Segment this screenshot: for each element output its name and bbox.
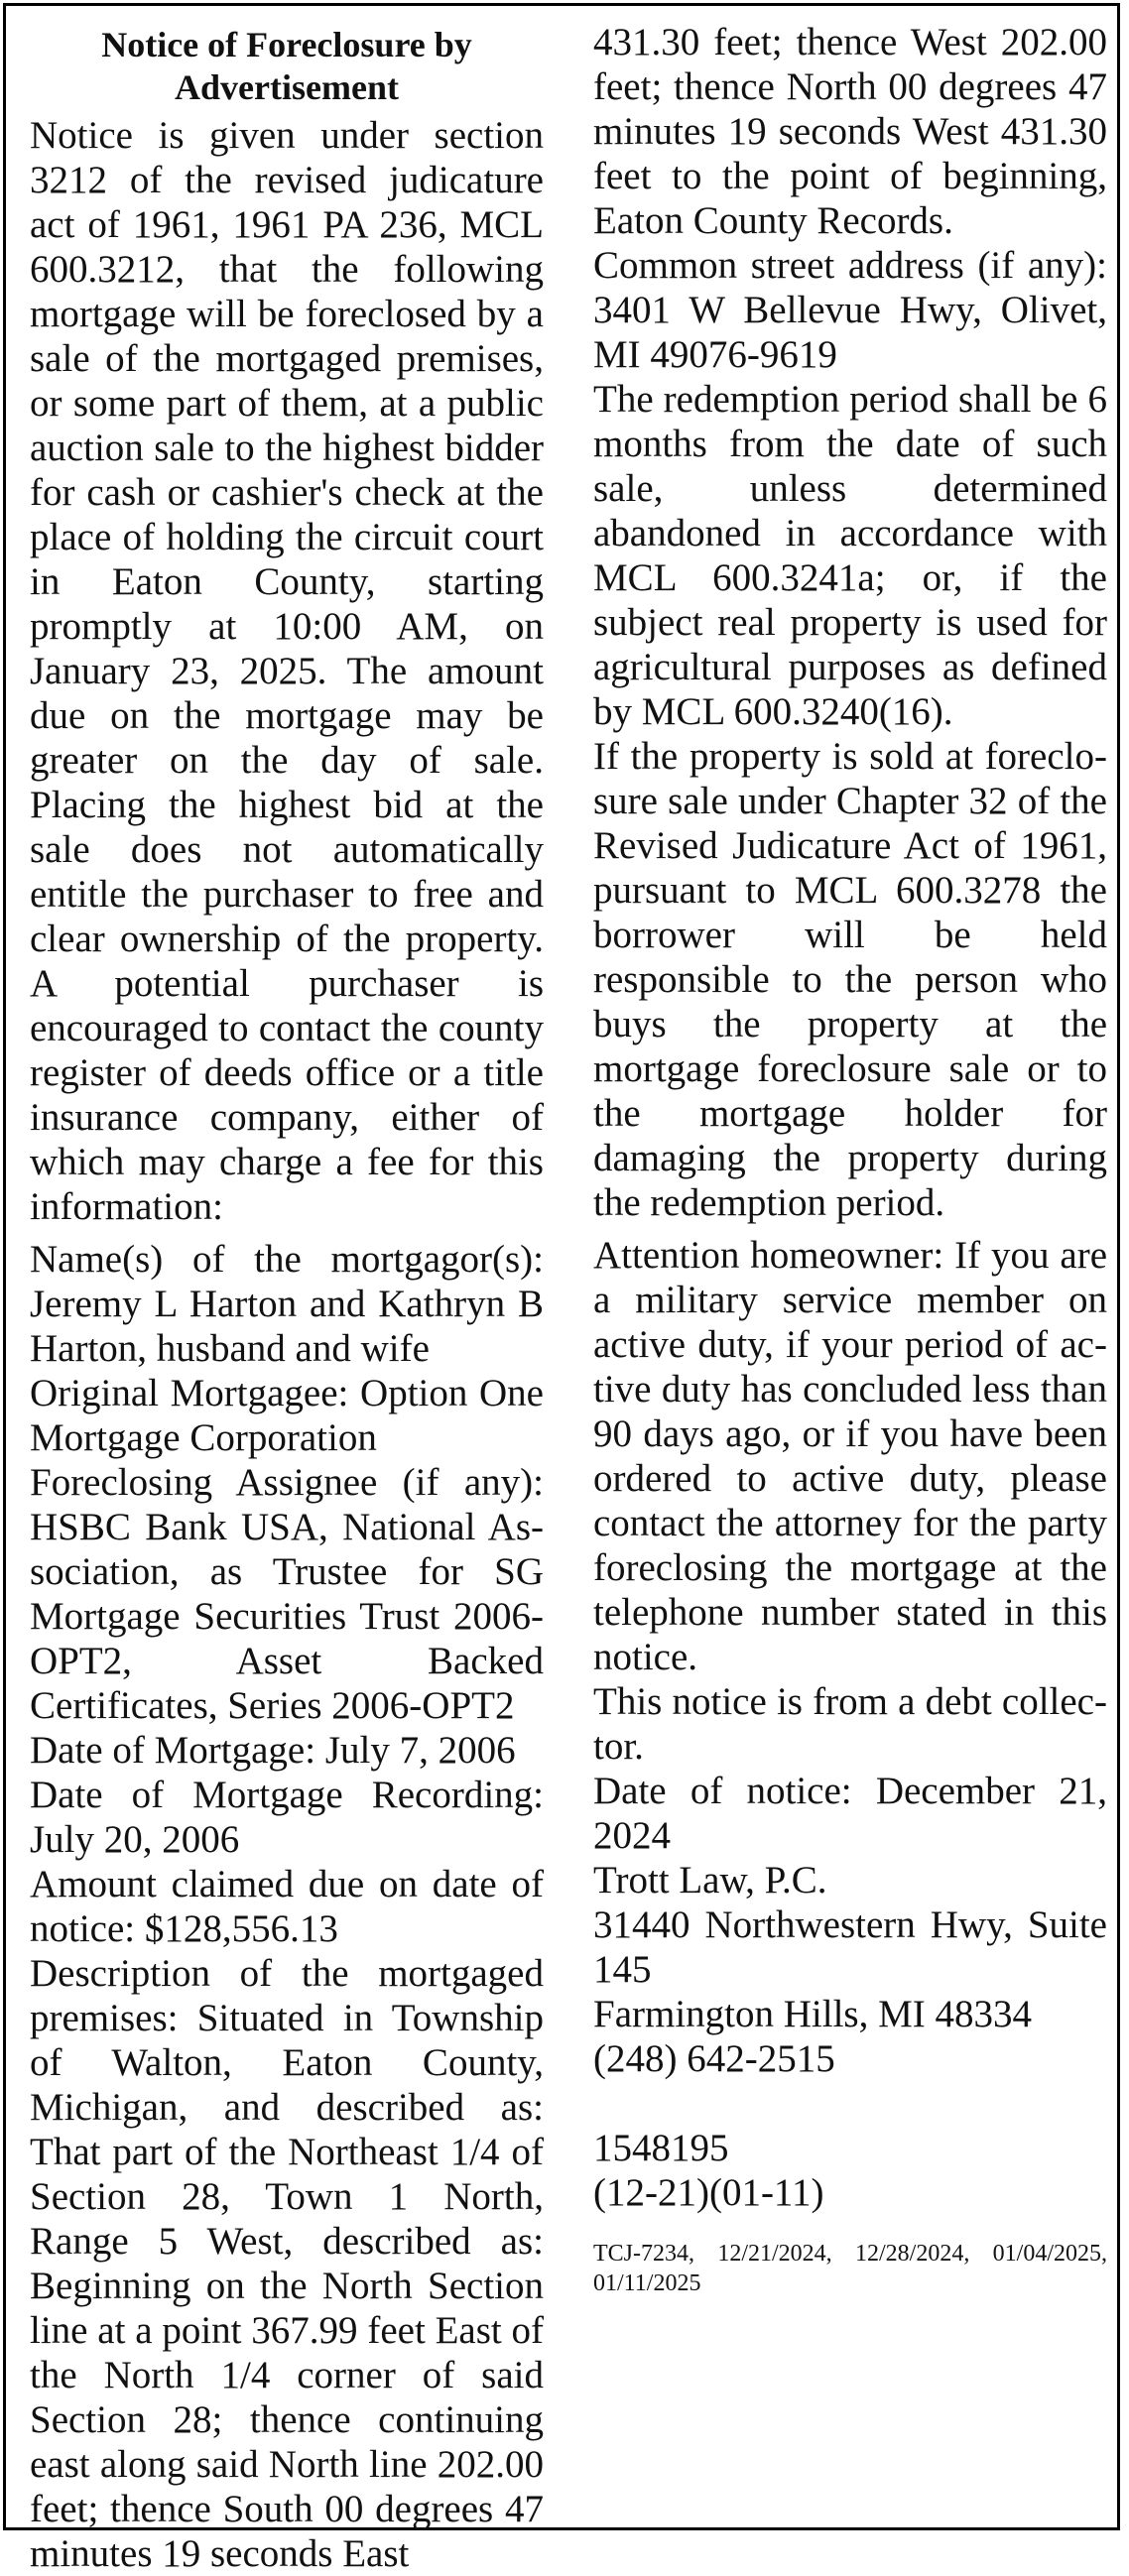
property-sold-paragraph: If the property is sold at foreclosure sale under Chapter 32 of the Revised Judicature Act of 1961, pursuant to MCL 600.3278 the borrower will be held responsible to the person who buys the property at the mortgage foreclosure sale or to the mortgage holder for damaging the property during the redemption period. xyxy=(593,735,1107,1224)
firm-name: Trott Law, P.C. xyxy=(593,1859,827,1901)
date-of-notice: Date of notice: December 21, 2024 xyxy=(593,1770,1107,1857)
intro-paragraph: Notice is given under section 3212 of the revised judicature act of 1961, 1961 PA 236, MCL 600.3212, that the following mortgage will be foreclosed by a sale of the mortgaged premises, or some part of them, at a public auction sale to the highest bidder for cash or cashier's check at the place of holding the circuit court in Eaton County, starting promptly at 10:00 AM, on January 23, 2025. The amount due on the mortgage may be greater on the day of sale. Placing the highest bid at the sale does not automatically entitle the purchaser to free and clear ownership of the property. A potential purchaser is encouraged to contact the county register of deeds office or a title insurance company, either of which may charge a fee for this information: xyxy=(30,114,544,1228)
notice-title: Notice of Foreclosure by Advertisement xyxy=(101,25,472,107)
date-of-mortgage: Date of Mortgage: July 7, 2006 xyxy=(30,1729,516,1772)
publication-reference: TCJ-7234, 12/21/2024, 12/28/2024, 01/04/2025, 01/11/2025 xyxy=(593,2241,1107,2296)
date-of-recording: Date of Mortgage Recording: July 20, 2006 xyxy=(30,1774,544,1861)
redemption-period: The redemption period shall be 6 months from the date of such sale, unless determined abandoned in accordance with MCL 600.3241a; or, if the subject real property is used for agricultural purposes as defined by MCL 600.3240(16). xyxy=(593,378,1107,733)
debt-collector-notice: This notice is from a debt collector. xyxy=(593,1680,1107,1768)
spacer xyxy=(593,2081,1107,2126)
firm-address-line1: 31440 Northwestern Hwy, Suite 145 xyxy=(593,1903,1107,1991)
notice-frame xyxy=(3,3,1120,2575)
foreclosing-assignee: Foreclosing Assignee (if any): HSBC Bank USA, National Association, as Trustee for SG Mortgage Securities Trust 2006-OPT2, Asset Backed Certificates, Series 2006-OPT2 xyxy=(30,1461,544,1727)
left-column xyxy=(30,20,544,2576)
description-continued: 431.30 feet; thence West 202.00 feet; thence North 00 degrees 47 minutes 19 seconds West 431.30 feet to the point of beginning, Eaton County Records. xyxy=(593,21,1107,242)
mortgagors-paragraph: Name(s) of the mortgagor(s): Jeremy L Harton and Kathryn B Harton, husband and wife xyxy=(30,1238,544,1370)
street-address: Common street address (if any): 3401 W Bellevue Hwy, Olivet, MI 49076-9619 xyxy=(593,244,1107,376)
reference-number: 1548195 xyxy=(593,2127,729,2169)
right-column xyxy=(593,20,1107,2322)
firm-address-line2: Farmington Hills, MI 48334 xyxy=(593,1993,1033,2035)
original-mortgagee: Original Mortgagee: Option One Mortgage Corporation xyxy=(30,1372,544,1459)
amount-claimed: Amount claimed due on date of notice: $128,556.13 xyxy=(30,1863,544,1950)
run-dates: (12-21)(01-11) xyxy=(593,2171,824,2214)
firm-phone: (248) 642-2515 xyxy=(593,2037,835,2080)
attention-paragraph: Attention homeowner: If you are a military service member on active duty, if your period of active duty has concluded less than 90 days ago, or if you have been ordered to active duty, please contact the attorney for the party foreclosing the mortgage at the telephone number stated in this notice. xyxy=(593,1234,1107,1678)
description-paragraph: Description of the mortgaged premises: Situated in Township of Walton, Eaton County, Michigan, and described as: That part of the Northeast 1/4 of Section 28, Town 1 North, Range 5 West, described as: Beginning on the North Section line at a point 367.99 feet East of the North 1/4 corner of said Section 28; thence continuing east along said North line 202.00 feet; thence South 00 degrees 47 minutes 19 seconds East xyxy=(30,1952,544,2575)
